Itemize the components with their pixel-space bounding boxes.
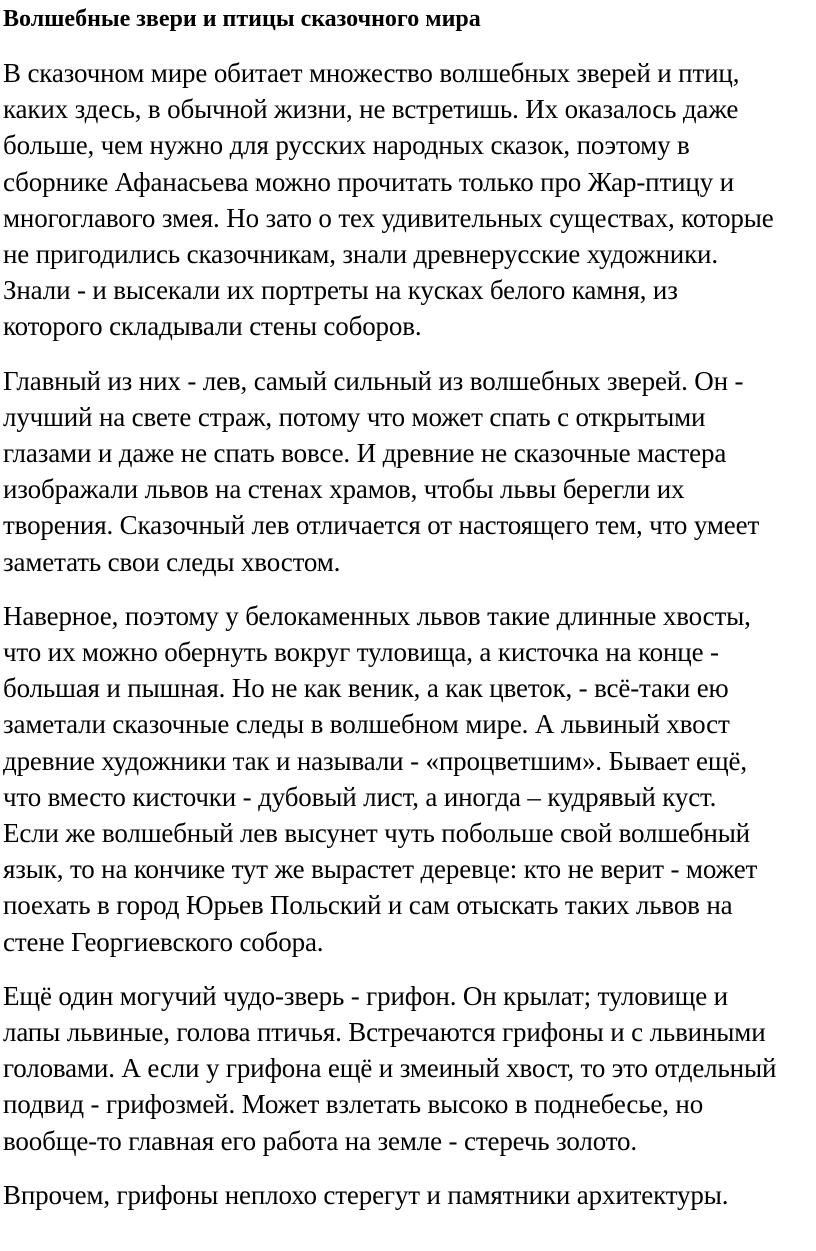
text-line: большая и пышная. Но не как веник, а как цветок, - всё-таки ею xyxy=(3,673,729,704)
paragraph-1 xyxy=(3,55,816,345)
text-line: В сказочном мире обитает множество волшебных зверей и птиц, xyxy=(3,58,740,88)
text-line: не пригодились сказочникам, знали древнерусские художники. xyxy=(3,239,718,270)
text-line: поехать в город Юрьев Польский и сам отыскать таких львов на xyxy=(3,890,733,921)
text-line: многоглавого змея. Но зато о тех удивительных существах, которые xyxy=(3,202,774,233)
text-line: глазами и даже не спать вовсе. И древние не сказочные мастера xyxy=(3,438,727,469)
text-line: сборнике Афанасьева можно прочитать только про Жар-птицу и xyxy=(3,166,734,197)
document-page xyxy=(3,0,816,1213)
text-line: Наверное, поэтому у белокаменных львов такие длинные хвосты, xyxy=(3,600,751,631)
text-line: вообще-то главная его работа на земле - стеречь золото. xyxy=(3,1125,637,1156)
text-line: что вместо кисточки - дубовый лист, а иногда – кудрявый куст. xyxy=(3,781,717,812)
text-line: что их можно обернуть вокруг туловища, а кисточка на конце - xyxy=(3,637,719,668)
text-line: Если же волшебный лев высунет чуть побольше свой волшебный xyxy=(3,818,750,849)
text-line: которого складывали стены соборов. xyxy=(3,311,422,342)
text-line: заметать свои следы хвостом. xyxy=(3,546,341,577)
text-line: древние художники так и называли - «процветшим». Бывает ещё, xyxy=(3,745,747,776)
text-line: Ещё один могучий чудо-зверь - грифон. Он крылат; туловище и xyxy=(3,980,728,1011)
text-line: Знали - и высекали их портреты на кусках белого камня, из xyxy=(3,275,678,306)
text-line: язык, то на кончике тут же вырастет деревце: кто не верит - может xyxy=(3,854,758,885)
text-line: творения. Сказочный лев отличается от настоящего тем, что умеет xyxy=(3,510,760,541)
paragraph-3 xyxy=(3,598,816,960)
paragraph-5 xyxy=(3,1177,816,1213)
text-line: изображали львов на стенах храмов, чтобы львы берегли их xyxy=(3,474,685,505)
text-line: лучший на свете страж, потому что может спать с открытыми xyxy=(3,401,706,432)
paragraph-2 xyxy=(3,363,816,580)
text-line: Впрочем, грифоны неплохо стерегут и памятники архитектуры. xyxy=(3,1179,729,1210)
text-line: больше, чем нужно для русских народных сказок, поэтому в xyxy=(3,130,690,161)
text-line: каких здесь, в обычной жизни, не встретишь. Их оказалось даже xyxy=(3,94,739,125)
text-line: стене Георгиевского собора. xyxy=(3,926,324,957)
paragraph-4 xyxy=(3,978,816,1159)
text-line: заметали сказочные следы в волшебном мире. А львиный хвост xyxy=(3,709,730,740)
text-line: подвид - грифозмей. Может взлетать высоко в поднебесье, но xyxy=(3,1089,704,1120)
document-title: Волшебные звери и птицы сказочного мира xyxy=(3,6,481,32)
text-line: лапы львиные, голова птичья. Встречаются грифоны и с львиными xyxy=(3,1017,766,1048)
text-line: головами. А если у грифона ещё и змеиный хвост, то это отдельный xyxy=(3,1053,777,1084)
text-line: Главный из них - лев, самый сильный из волшебных зверей. Он - xyxy=(3,365,744,396)
